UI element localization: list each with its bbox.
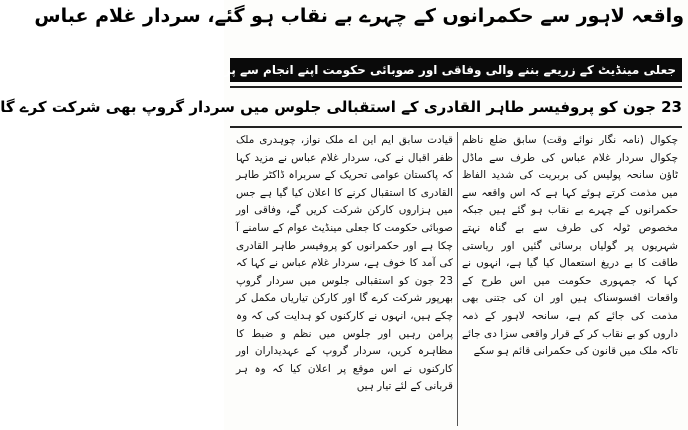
article-paragraph: قیادت سابق ایم این اے ملک نواز، چوہدری ملک ظفر اقبال نے کی، سردار غلام عباس نے مزید کہا کہ پاکستان عوامی تحریک کے سربراہ ڈاکٹر طاہر القادری کا استقبال کرنے کا اعلان کیا گیا ہے جس میں ہزاروں کارکن شرکت کریں گے، وفاقی اور صوبائی حکومت کا جعلی مینڈیٹ عوام کے سامنے آ چکا ہے اور حکمرانوں کو پروفیسر طاہر القادری کی آمد کا خوف ہے، سردار غلام عباس نے کہا کہ 23 جون کو استقبالی جلوس میں سردار گروپ بھرپور شرکت کرے گا اور کارکن تیاریاں مکمل کر چکے ہیں، انہوں نے کارکنوں کو ہدایت کی کہ وہ پرامن رہیں اور جلوس میں نظم و ضبط کا مظاہرہ کریں، سردار گروپ کے عہدیداران اور کارکنوں نے اس موقع پر اعلان کیا کہ وہ ہر قربانی کے لئے تیار ہیں: [236, 134, 453, 393]
article-body: [230, 132, 682, 426]
divider-top: [230, 86, 682, 88]
article-highlight-line: 23 جون کو پروفیسر طاہر القادری کے استقبالی جلوس میں سردار گروپ بھی شرکت کرے گا: [0, 98, 682, 116]
article-paragraph: چکوال (نامہ نگار نوائے وقت) سابق ضلع ناظم چکوال سردار غلام عباس کی طرف سے ماڈل ٹاؤن سانحہ پولیس کی بربریت کی شدید الفاظ میں مذمت کرتے ہوئے کہا ہے کہ اس واقعہ سے حکمرانوں کے چہرے بے نقاب ہو گئے ہیں جبکہ مخصوص ٹولہ کی طرف سے بے گناہ نہتے شہریوں پر گولیاں برسائی گئیں اور ریاستی طاقت کا بے دریغ استعمال کیا گیا ہے، انہوں نے کہا کہ جمہوری حکومت میں اس طرح کے واقعات افسوسناک ہیں اور ان کی جتنی بھی مذمت کی جائے کم ہے، سانحہ لاہور کے ذمہ داروں کو بے نقاب کر کے قرار واقعی سزا دی جائے تاکہ ملک میں قانون کی حکمرانی قائم ہو سکے: [462, 134, 678, 358]
article-headline: واقعہ لاہور سے حکمرانوں کے چہرے بے نقاب ہو گئے، سردار غلام عباس: [34, 5, 684, 27]
article-column-right: [457, 132, 682, 426]
article-subheadline: جعلی مینڈیٹ کے زریعے بننے والی وفاقی اور صوبائی حکومت اپنے انجام سے پریشان ہے: [230, 58, 682, 82]
article-column-left: [232, 132, 457, 426]
divider-bottom: [230, 126, 682, 128]
